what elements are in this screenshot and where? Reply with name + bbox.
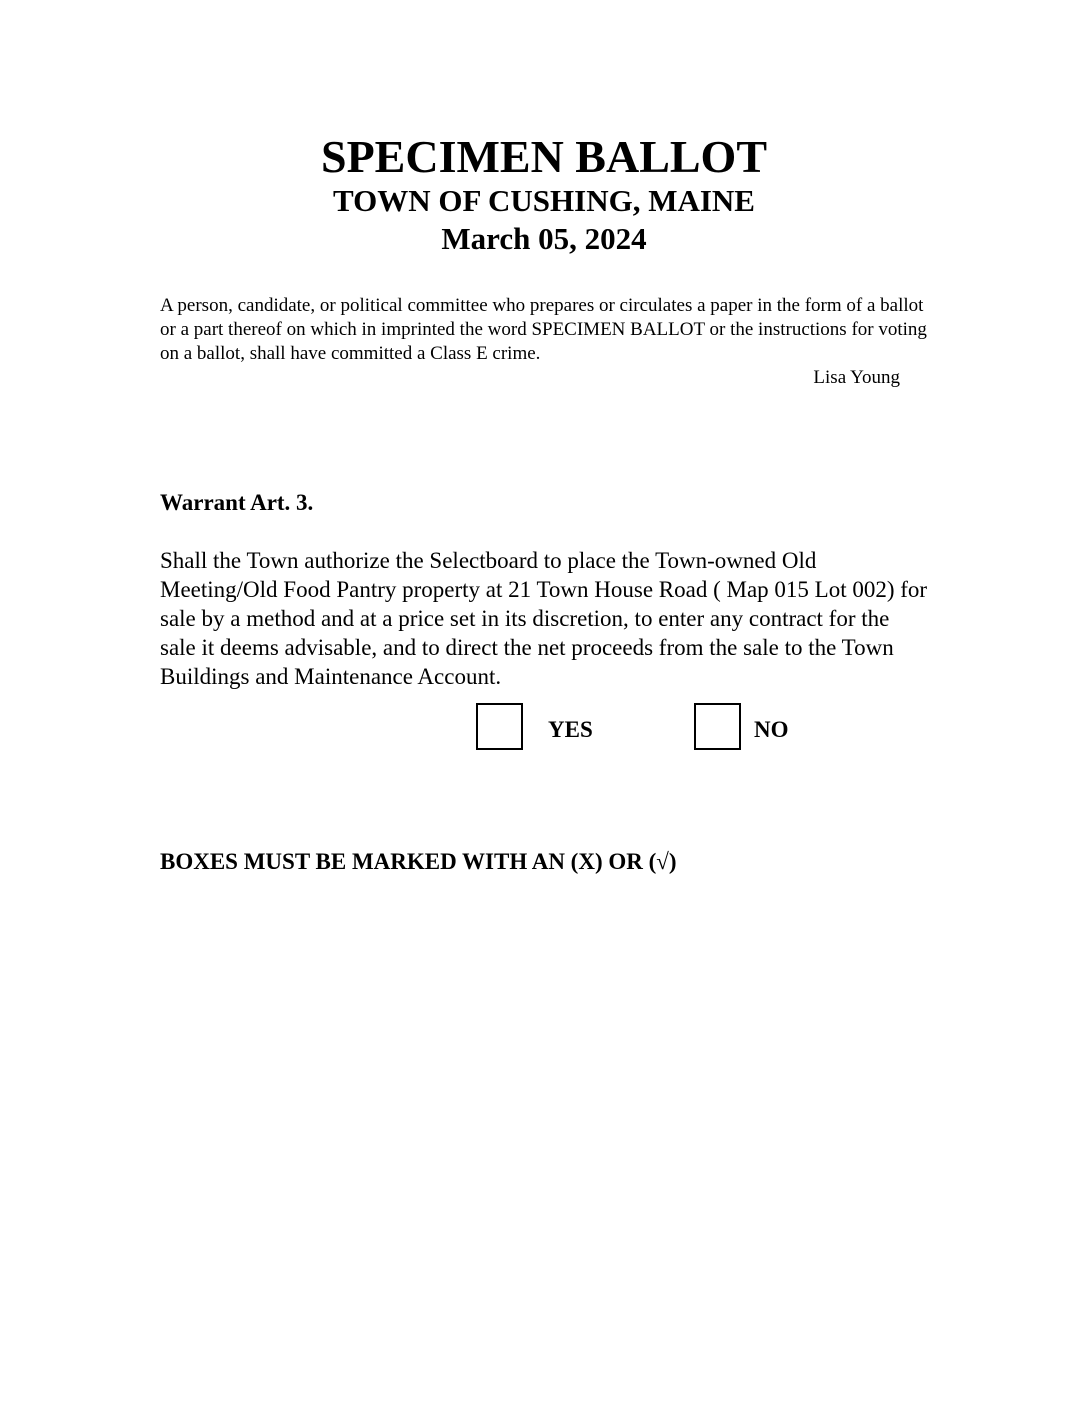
ballot-title: SPECIMEN BALLOT (320, 131, 768, 182)
yes-checkbox[interactable] (476, 703, 523, 750)
article-heading: Warrant Art. 3. (160, 490, 314, 515)
clerk-signature: Lisa Young (813, 367, 900, 388)
election-date: March 05, 2024 (441, 221, 647, 256)
article-question: Shall the Town authorize the Selectboard to place the Town-owned Old Meeting/Old Food Pantry property at 21 Town House Road ( Map 015 Lot 002) for sale by a method and at a price set in its discretion, to enter any contract for the sale it deems advisable, and to direct the net proceeds from the sale to the Town Buildings and Maintenance Account. (160, 548, 928, 689)
yes-label: YES (548, 717, 593, 742)
no-label: NO (754, 717, 789, 742)
marking-instructions: BOXES MUST BE MARKED WITH AN (X) OR (√) (160, 849, 677, 874)
town-name: TOWN OF CUSHING, MAINE (333, 183, 755, 218)
no-checkbox[interactable] (694, 703, 741, 750)
specimen-disclaimer: A person, candidate, or political committee who prepares or circulates a paper in the form of a ballot or a part thereof on which in imprinted the word SPECIMEN BALLOT or the instructions for voting on a ballot, shall have committed a Class E crime. (160, 295, 927, 364)
